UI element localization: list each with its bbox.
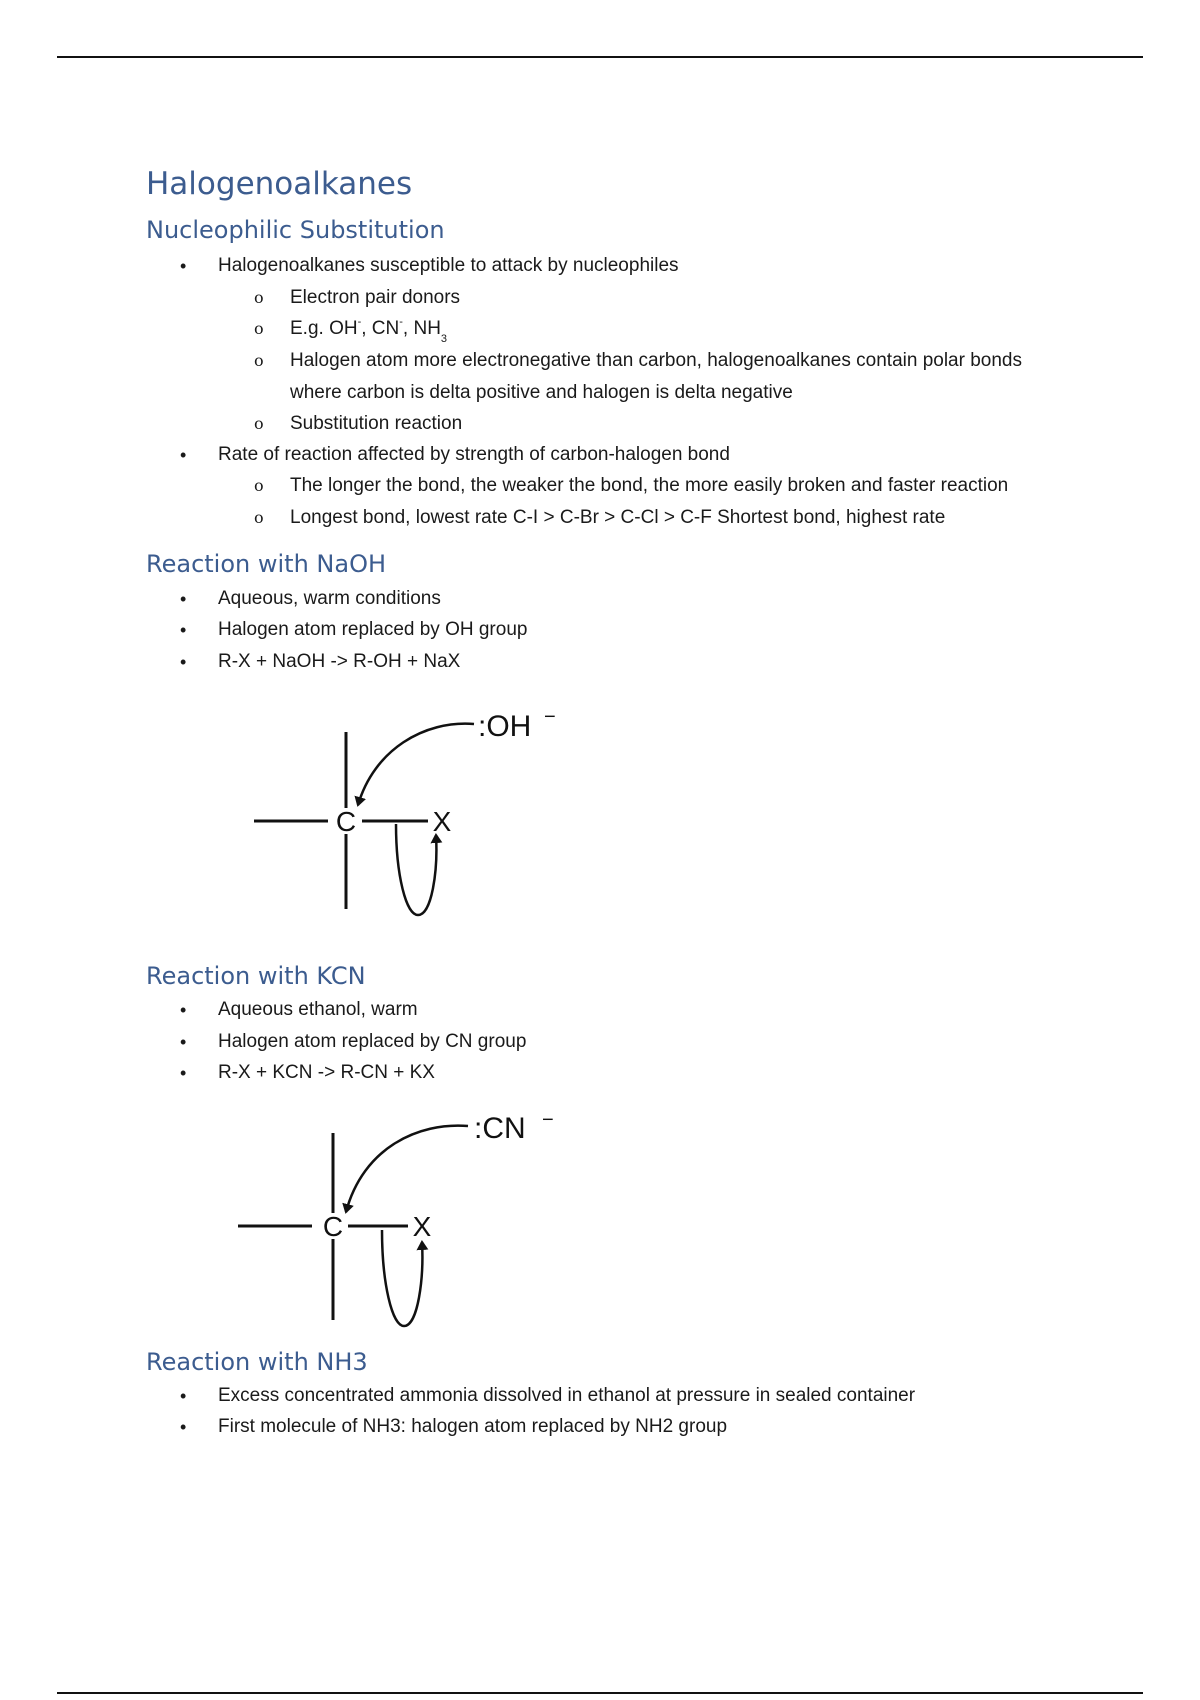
kcn-mechanism-diagram	[238, 1108, 558, 1328]
bullet-marker: •	[180, 1000, 187, 1020]
carbon-label: C	[335, 806, 357, 837]
bullet-marker: •	[180, 589, 187, 609]
attack-arrow	[358, 724, 474, 805]
footer-rule	[57, 1692, 1143, 1694]
sub-bullet-marker: o	[254, 288, 264, 307]
list-item: • Halogen atom replaced by CN group	[180, 1031, 527, 1052]
list-item: • Aqueous, warm conditions	[180, 588, 441, 609]
leaving-arrow	[382, 1230, 422, 1326]
attack-arrow	[346, 1126, 468, 1212]
list-item: • Halogen atom replaced by OH group	[180, 619, 528, 640]
list-item: o E.g. OH-, CN-, $NH_3$	[254, 315, 448, 345]
sub-bullet-marker: o	[254, 319, 264, 338]
bullet-marker: •	[180, 652, 187, 672]
naoh-mechanism-diagram	[254, 705, 574, 925]
carbon-label: C	[322, 1211, 344, 1242]
header-rule	[57, 56, 1143, 58]
halogen-label: X	[412, 1211, 432, 1242]
charge-label: −	[544, 706, 556, 728]
sub-bullet-marker: o	[254, 508, 264, 527]
heading-reaction-kcn: Reaction with KCN	[146, 962, 366, 990]
list-item: • Rate of reaction affected by strength of carbon-halogen bond	[180, 444, 730, 465]
page-title: Halogenoalkanes	[146, 166, 413, 202]
sub-bullet-marker: o	[254, 414, 264, 433]
bullet-marker: •	[180, 1386, 187, 1406]
bullet-marker: •	[180, 445, 187, 465]
list-item: • Aqueous ethanol, warm	[180, 999, 418, 1020]
list-item: o Electron pair donors	[254, 287, 461, 308]
heading-nucleophilic-substitution: Nucleophilic Substitution	[146, 216, 445, 244]
list-item-continuation: where carbon is delta positive and halogen is delta negative	[290, 382, 793, 403]
bullet-marker: •	[180, 620, 187, 640]
bullet-marker: •	[180, 1417, 187, 1437]
sub-bullet-marker: o	[254, 351, 264, 370]
list-item: o The longer the bond, the weaker the bond, the more easily broken and faster reaction	[254, 475, 1009, 496]
nucleophile-label: :CN	[474, 1112, 526, 1145]
list-item: o Longest bond, lowest rate C-I > C-Br > C-Cl > C-F Shortest bond, highest rate	[254, 507, 946, 528]
list-item: • Excess concentrated ammonia dissolved in ethanol at pressure in sealed container	[180, 1385, 916, 1406]
list-item: • R-X + KCN -> R-CN + KX	[180, 1062, 435, 1083]
list-item: • R-X + NaOH -> R-OH + NaX	[180, 651, 461, 672]
sub-bullet-marker: o	[254, 476, 264, 495]
charge-label: −	[542, 1109, 554, 1131]
leaving-arrow	[396, 824, 436, 915]
list-item: o Halogen atom more electronegative than carbon, halogenoalkanes contain polar bonds	[254, 350, 1022, 371]
bullet-marker: •	[180, 256, 187, 276]
halogen-label: X	[432, 806, 452, 837]
list-item: o Substitution reaction	[254, 413, 463, 434]
nucleophile-label: :OH	[478, 710, 532, 743]
heading-reaction-naoh: Reaction with NaOH	[146, 550, 387, 578]
list-item: • Halogenoalkanes susceptible to attack by nucleophiles	[180, 255, 679, 276]
list-item: • First molecule of NH3: halogen atom replaced by NH2 group	[180, 1416, 728, 1437]
heading-reaction-nh3: Reaction with NH3	[146, 1348, 368, 1376]
bullet-marker: •	[180, 1032, 187, 1052]
bullet-marker: •	[180, 1063, 187, 1083]
